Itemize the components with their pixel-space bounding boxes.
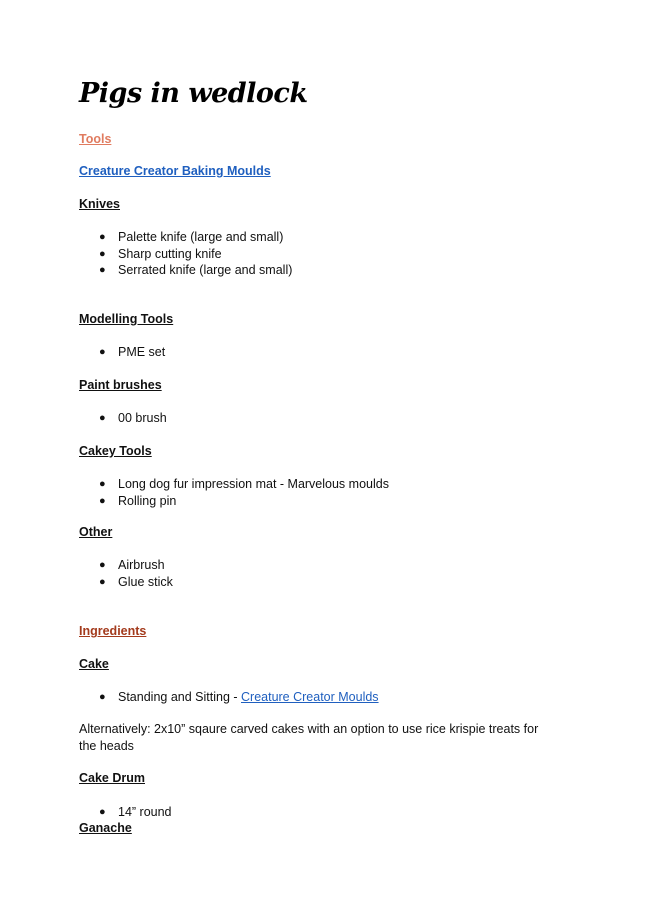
list-item <box>79 689 379 706</box>
bullet-icon: ● <box>99 575 106 588</box>
creature-creator-baking-moulds-link[interactable]: Creature Creator Baking Moulds <box>79 164 271 178</box>
list-item: ● Glue stick <box>99 574 173 589</box>
bullet-icon: ● <box>99 806 106 818</box>
list-item: ● Serrated knife (large and small) <box>99 263 293 277</box>
bullet-icon: ● <box>99 264 106 276</box>
ingredients-heading: Ingredients <box>79 624 147 638</box>
knives-list <box>79 229 292 279</box>
cake-item-text: Standing and Sitting - <box>118 690 241 704</box>
cakey-tools-list <box>79 476 389 509</box>
bullet-icon: ● <box>99 478 106 490</box>
cakey-tools-heading: Cakey Tools <box>79 444 152 458</box>
other-list <box>79 557 173 590</box>
modelling-tools-list <box>79 344 165 361</box>
bullet-icon: ● <box>99 346 106 358</box>
bullet-icon: ● <box>99 247 106 260</box>
other-heading: Other <box>79 525 113 539</box>
bullet-icon: ● <box>99 412 106 424</box>
cake-drum-list <box>79 804 172 821</box>
list-item: ● Rolling pin <box>99 493 177 508</box>
cake-list <box>79 689 379 706</box>
tools-heading: Tools <box>79 132 112 146</box>
list-item: ● Long dog fur impression mat - Marvelous moulds <box>99 477 389 491</box>
paint-brushes-heading: Paint brushes <box>79 378 162 392</box>
knives-heading: Knives <box>79 197 120 211</box>
bullet-icon: ● <box>99 231 106 243</box>
cake-heading: Cake <box>79 657 109 671</box>
list-item: ● Airbrush <box>99 558 165 572</box>
list-item: ● Palette knife (large and small) <box>99 230 284 244</box>
cake-alternative-text: Alternatively: 2x10” sqaure carved cakes with an option to use rice krispie treats for the heads <box>79 722 539 753</box>
creature-creator-moulds-link[interactable]: Creature Creator Moulds <box>241 690 379 704</box>
bullet-icon: ● <box>99 691 106 703</box>
bullet-icon: ● <box>99 559 106 571</box>
modelling-tools-heading: Modelling Tools <box>79 312 174 326</box>
list-item: ● 00 brush <box>99 411 167 425</box>
paint-brushes-list <box>79 410 167 427</box>
list-item: ● 14” round <box>99 805 172 819</box>
document-title: Pigs in wedlock <box>79 78 308 109</box>
ganache-heading: Ganache <box>79 821 132 835</box>
list-item: ● PME set <box>99 345 166 359</box>
bullet-icon: ● <box>99 494 106 507</box>
list-item: ● Sharp cutting knife <box>99 246 222 261</box>
cake-drum-heading: Cake Drum <box>79 771 145 785</box>
